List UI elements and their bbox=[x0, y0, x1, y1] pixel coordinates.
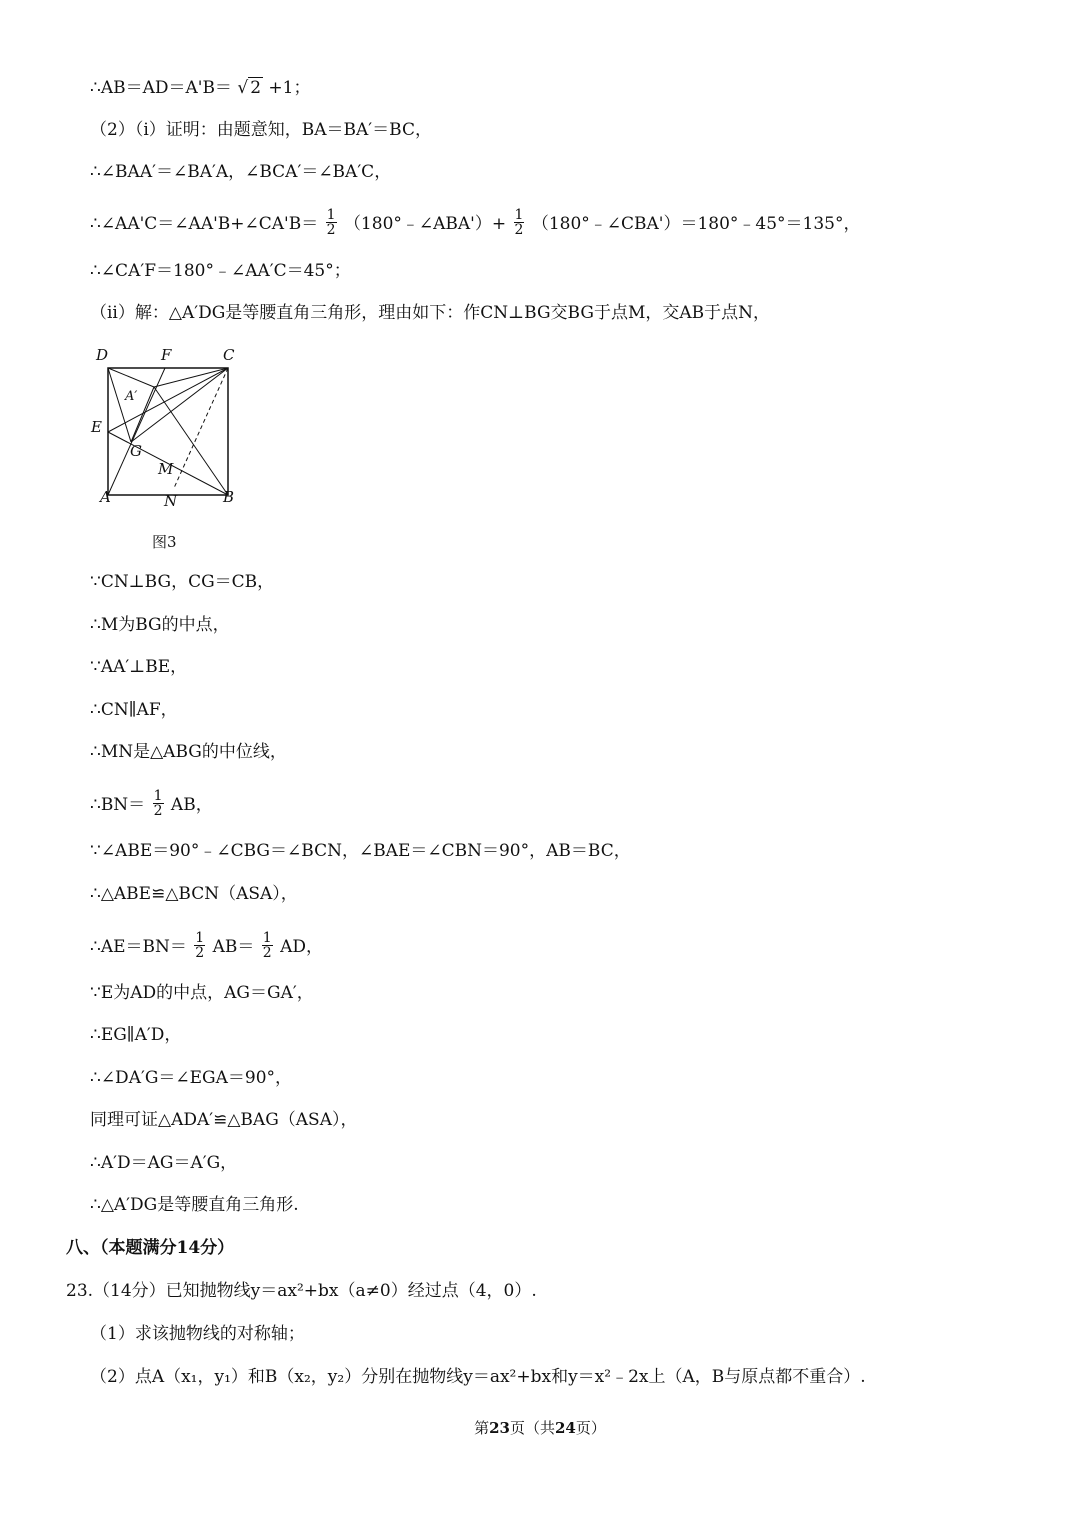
solution-line-2: （2）（i）证明：由题意知，BA＝BA′＝BC， bbox=[90, 120, 432, 140]
label-B: B bbox=[223, 488, 235, 506]
solution-line-21: ∴△A′DG是等腰直角三角形. bbox=[90, 1195, 299, 1215]
fraction-one-half: $\frac{1}{2}$ bbox=[153, 788, 163, 819]
solution-line-9: ∵AA′⊥BE， bbox=[90, 657, 188, 677]
total-page-count: 24 bbox=[555, 1419, 576, 1437]
solution-line-11: ∴MN是△ABG的中位线， bbox=[90, 742, 287, 762]
fraction-one-half: $\frac{1}{2}$ bbox=[195, 930, 205, 961]
label-F: F bbox=[161, 346, 172, 364]
solution-line-1: ∴AB＝AD＝A'B＝ √ 2 +1； bbox=[90, 78, 311, 98]
solution-line-17: ∴EG∥A′D， bbox=[90, 1025, 182, 1045]
question-23-stem: 23.（14分）已知抛物线y＝ax²+bx（a≠0）经过点（4，0）. bbox=[66, 1281, 537, 1301]
solution-line-7: ∵CN⊥BG，CG＝CB， bbox=[90, 572, 275, 592]
fraction-one-half: $\frac{1}{2}$ bbox=[514, 207, 524, 238]
label-D: D bbox=[96, 346, 109, 364]
question-23-part-2: （2）点A（x₁，y₁）和B（x₂，y₂）分别在抛物线y＝ax²+bx和y＝x²﹣2x上（A，B与原点都不重合）. bbox=[90, 1367, 866, 1387]
solution-line-10: ∴CN∥AF， bbox=[90, 700, 178, 720]
solution-line-14: ∴△ABE≌△BCN（ASA）， bbox=[90, 884, 298, 904]
geometry-figure bbox=[88, 340, 248, 555]
label-A-prime: A′ bbox=[125, 389, 138, 404]
figure-caption: 图3 bbox=[152, 533, 177, 551]
label-A: A bbox=[100, 488, 111, 506]
solution-line-3: ∴∠BAA′＝∠BA′A，∠BCA′＝∠BA′C， bbox=[90, 162, 392, 182]
solution-line-12: ∴BN＝ $\frac{1}{2}$ AB， bbox=[90, 788, 213, 819]
fraction-one-half: $\frac{1}{2}$ bbox=[262, 930, 272, 961]
label-M: M bbox=[158, 460, 174, 478]
solution-line-6: （ii）解：△A′DG是等腰直角三角形，理由如下：作CN⊥BG交BG于点M，交AB于点N， bbox=[90, 303, 770, 323]
solution-line-5: ∴∠CA′F＝180°﹣∠AA′C＝45°； bbox=[90, 261, 351, 281]
solution-line-8: ∴M为BG的中点， bbox=[90, 615, 230, 635]
section-heading: 八、（本题满分14分） bbox=[66, 1238, 235, 1258]
solution-line-13: ∵∠ABE＝90°﹣∠CBG＝∠BCN，∠BAE＝∠CBN＝90°，AB＝BC， bbox=[90, 841, 631, 861]
question-23-part-1: （1）求该抛物线的对称轴； bbox=[90, 1324, 305, 1344]
current-page-number: 23 bbox=[489, 1419, 510, 1437]
solution-line-16: ∵E为AD的中点，AG＝GA′， bbox=[90, 983, 314, 1003]
solution-line-20: ∴A′D＝AG＝A′G， bbox=[90, 1153, 238, 1173]
solution-line-15: ∴AE＝BN＝ $\frac{1}{2}$ AB＝ $\frac{1}{2}$ AD， bbox=[90, 930, 324, 961]
label-N: N bbox=[164, 492, 178, 510]
fraction-one-half: $\frac{1}{2}$ bbox=[326, 207, 336, 238]
solution-line-4: ∴∠AA'C＝∠AA'B+∠CA'B＝ $\frac{1}{2}$ （180°﹣∠ABA'）+ $\frac{1}{2}$ （180°﹣∠CBA'）＝180°﹣45°＝135°， bbox=[90, 207, 861, 238]
page-footer: 第23页（共24页） bbox=[474, 1419, 606, 1437]
solution-line-19: 同理可证△ADA′≌△BAG（ASA）， bbox=[90, 1110, 358, 1130]
label-G: G bbox=[130, 442, 142, 460]
label-C: C bbox=[223, 346, 235, 364]
solution-line-18: ∴∠DA′G＝∠EGA＝90°， bbox=[90, 1068, 293, 1088]
sqrt-symbol: √ 2 bbox=[237, 78, 262, 98]
label-E: E bbox=[91, 418, 102, 436]
